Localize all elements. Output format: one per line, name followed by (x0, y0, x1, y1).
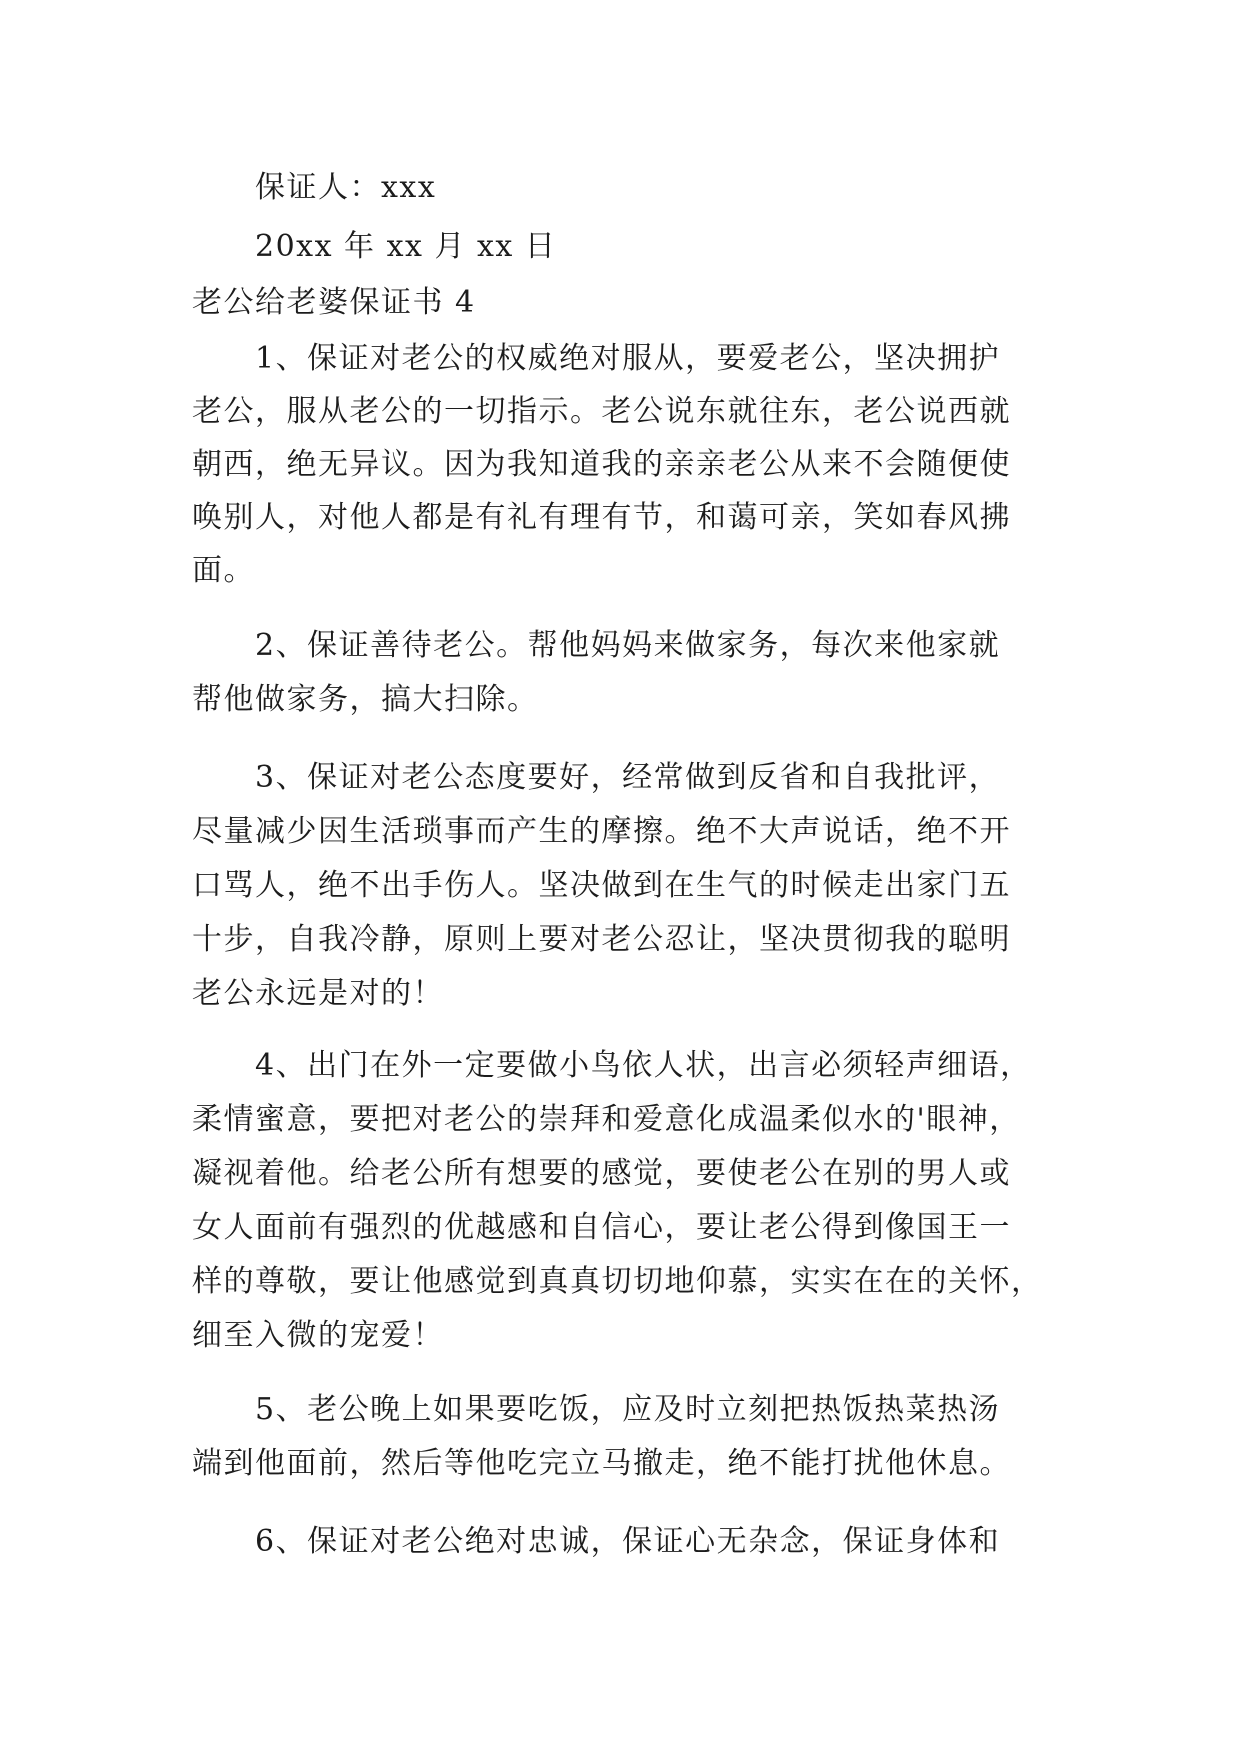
paragraph-line: 3、保证对老公态度要好，经常做到反省和自我批评， (255, 760, 1001, 795)
paragraph-line: 柔情蜜意，要把对老公的崇拜和爱意化成温柔似水的'眼神， (192, 1102, 1021, 1137)
paragraph-line: 帮他做家务，搞大扫除。 (192, 682, 539, 717)
paragraph-line: 1、保证对老公的权威绝对服从，要爱老公，坚决拥护 (255, 341, 1001, 376)
paragraph-line: 细至入微的宠爱！ (192, 1318, 444, 1353)
paragraph-line: 尽量减少因生活琐事而产生的摩擦。绝不大声说话，绝不开 (192, 814, 1011, 849)
section-title: 老公给老婆保证书 4 (192, 285, 476, 320)
paragraph-line: 5、老公晚上如果要吃饭，应及时立刻把热饭热菜热汤 (255, 1392, 1001, 1427)
paragraph-line: 端到他面前，然后等他吃完立马撤走，绝不能打扰他休息。 (192, 1446, 1011, 1481)
paragraph-line: 唤别人，对他人都是有礼有理有节，和蔼可亲，笑如春风拂 (192, 500, 1011, 535)
paragraph-line: 凝视着他。给老公所有想要的感觉，要使老公在别的男人或 (192, 1156, 1011, 1191)
paragraph-line: 6、保证对老公绝对忠诚，保证心无杂念，保证身体和 (255, 1524, 1001, 1559)
paragraph-line: 老公，服从老公的一切指示。老公说东就往东，老公说西就 (192, 394, 1011, 429)
paragraph-line: 2、保证善待老公。帮他妈妈来做家务，每次来他家就 (255, 628, 1001, 663)
paragraph-line: 朝西，绝无异议。因为我知道我的亲亲老公从来不会随便使 (192, 447, 1011, 482)
date-line: 20xx 年 xx 月 xx 日 (255, 229, 557, 264)
paragraph-line: 面。 (192, 553, 255, 588)
paragraph-line: 女人面前有强烈的优越感和自信心，要让老公得到像国王一 (192, 1210, 1011, 1245)
paragraph-line: 口骂人，绝不出手伤人。坚决做到在生气的时候走出家门五 (192, 868, 1011, 903)
paragraph-line: 4、出门在外一定要做小鸟依人状，出言必须轻声细语， (255, 1048, 1032, 1083)
paragraph-line: 十步，自我冷静，原则上要对老公忍让，坚决贯彻我的聪明 (192, 922, 1011, 957)
paragraph-line: 样的尊敬，要让他感觉到真真切切地仰慕，实实在在的关怀， (192, 1264, 1043, 1299)
guarantor-line: 保证人：xxx (255, 170, 437, 205)
paragraph-line: 老公永远是对的！ (192, 976, 444, 1011)
